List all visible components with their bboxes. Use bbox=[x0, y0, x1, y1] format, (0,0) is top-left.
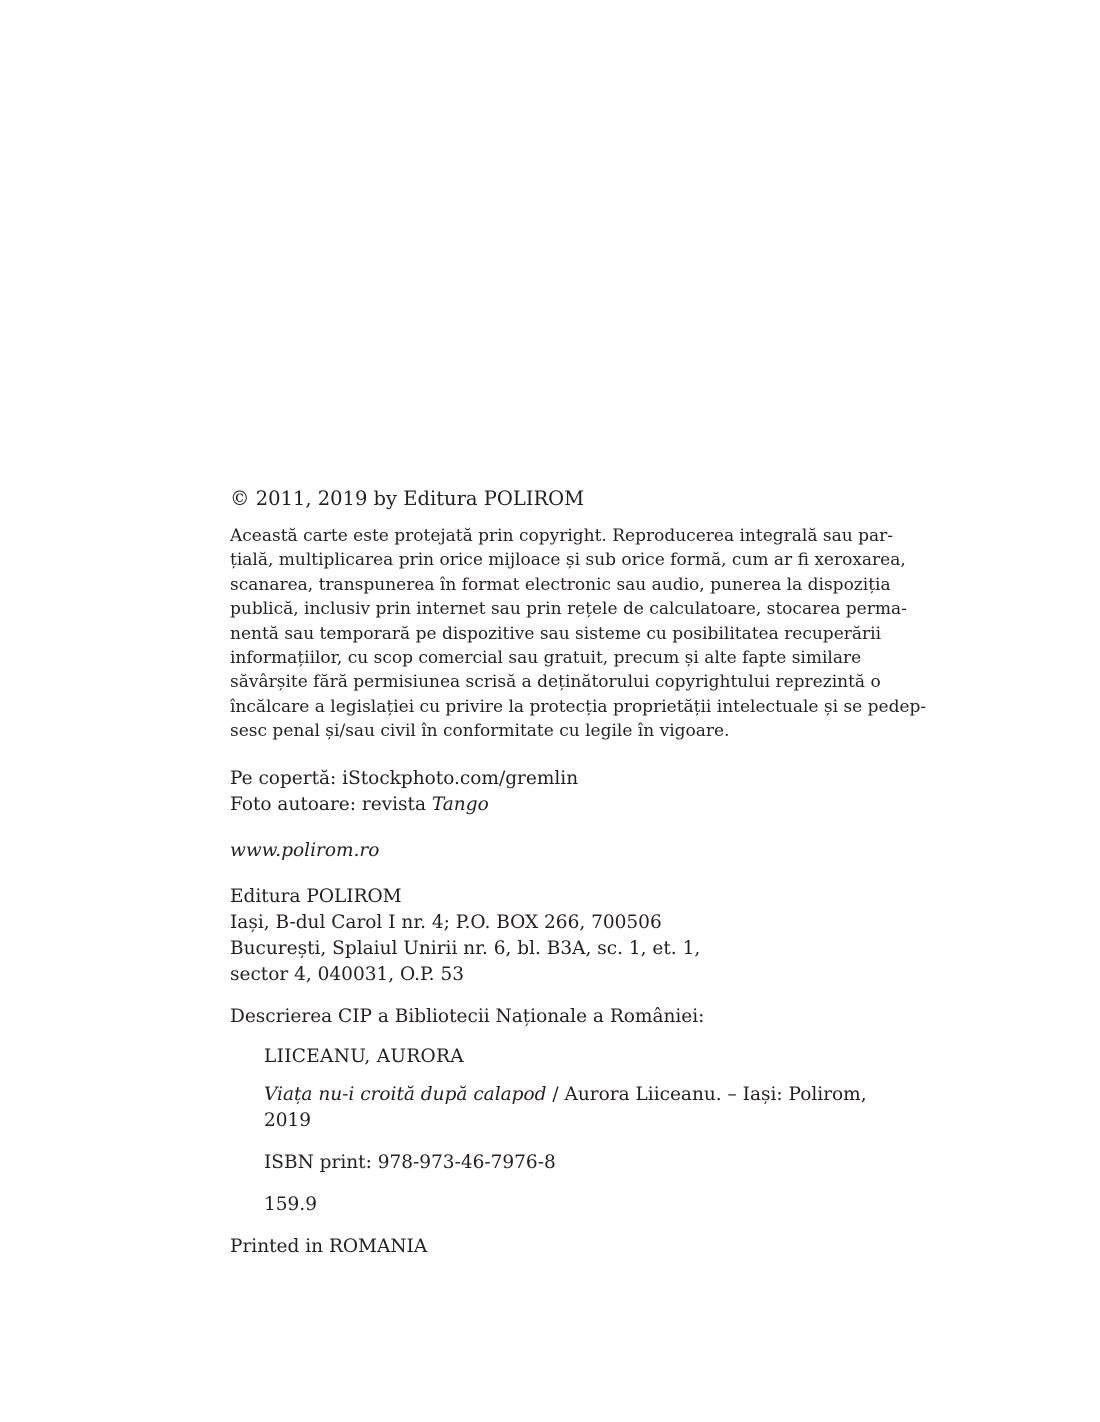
cip-isbn: ISBN print: 978-973-46-7976-8 bbox=[264, 1151, 556, 1173]
notice-line: publică, inclusiv prin internet sau prin rețele de calculatoare, stocarea perma- bbox=[230, 599, 907, 620]
cip-description bbox=[264, 1082, 867, 1134]
notice-line: săvârșite fără permisiunea scrisă a deținătorului copyrightului reprezintă o bbox=[230, 672, 881, 693]
notice-line: Această carte este protejată prin copyright. Reproducerea integrală sau par- bbox=[230, 526, 893, 546]
notice-line: țială, multiplicarea prin orice mijloace și sub orice formă, cum ar fi xeroxarea, bbox=[230, 550, 906, 571]
publisher-address-line: sector 4, 040031, O.P. 53 bbox=[230, 963, 464, 985]
publisher-name: Editura POLIROM bbox=[230, 885, 402, 907]
notice-line: informațiilor, cu scop comercial sau gratuit, precum și alte fapte similare bbox=[230, 648, 862, 669]
publisher-website: www.polirom.ro bbox=[230, 839, 380, 861]
notice-line: nentă sau temporară pe dispozitive sau sisteme cu posibilitatea recuperării bbox=[230, 623, 882, 644]
photo-credit bbox=[230, 792, 860, 818]
cip-book-rest: / Aurora Liiceanu. – Iași: Polirom, bbox=[546, 1083, 867, 1105]
image-credits bbox=[230, 766, 860, 818]
printed-in: Printed in ROMANIA bbox=[230, 1235, 428, 1257]
photo-credit-prefix: Foto autoare: revista bbox=[230, 793, 432, 815]
cip-record bbox=[230, 1044, 867, 1218]
publisher-address-line: Iași, B-dul Carol I nr. 4; P.O. BOX 266, 700506 bbox=[230, 911, 662, 933]
photo-credit-magazine: Tango bbox=[431, 793, 489, 815]
cip-description-line bbox=[264, 1082, 867, 1108]
cip-classification: 159.9 bbox=[264, 1193, 317, 1215]
notice-line: scanarea, transpunerea în format electronic sau audio, punerea la dispoziția bbox=[230, 574, 891, 595]
notice-line: sesc penal și/sau civil în conformitate cu legile în vigoare. bbox=[230, 721, 730, 742]
cip-title: Descrierea CIP a Bibliotecii Naționale a României: bbox=[230, 1005, 705, 1027]
copyright-line: © 2011, 2019 by Editura POLIROM bbox=[230, 487, 585, 510]
cover-credit: Pe copertă: iStockphoto.com/gremlin bbox=[230, 767, 579, 789]
copyright-page bbox=[230, 486, 927, 1260]
notice-line: încălcare a legislației cu privire la protecția proprietății intelectuale și se pedep- bbox=[230, 696, 927, 717]
copyright-notice bbox=[230, 524, 927, 744]
cip-author: LIICEANU, AURORA bbox=[264, 1045, 464, 1067]
publisher-block bbox=[230, 884, 860, 988]
publisher-address-line: București, Splaiul Unirii nr. 6, bl. B3A, sc. 1, et. 1, bbox=[230, 937, 701, 959]
cip-book-title: Viața nu-i croită după calapod bbox=[264, 1083, 547, 1105]
cip-year: 2019 bbox=[264, 1109, 312, 1131]
